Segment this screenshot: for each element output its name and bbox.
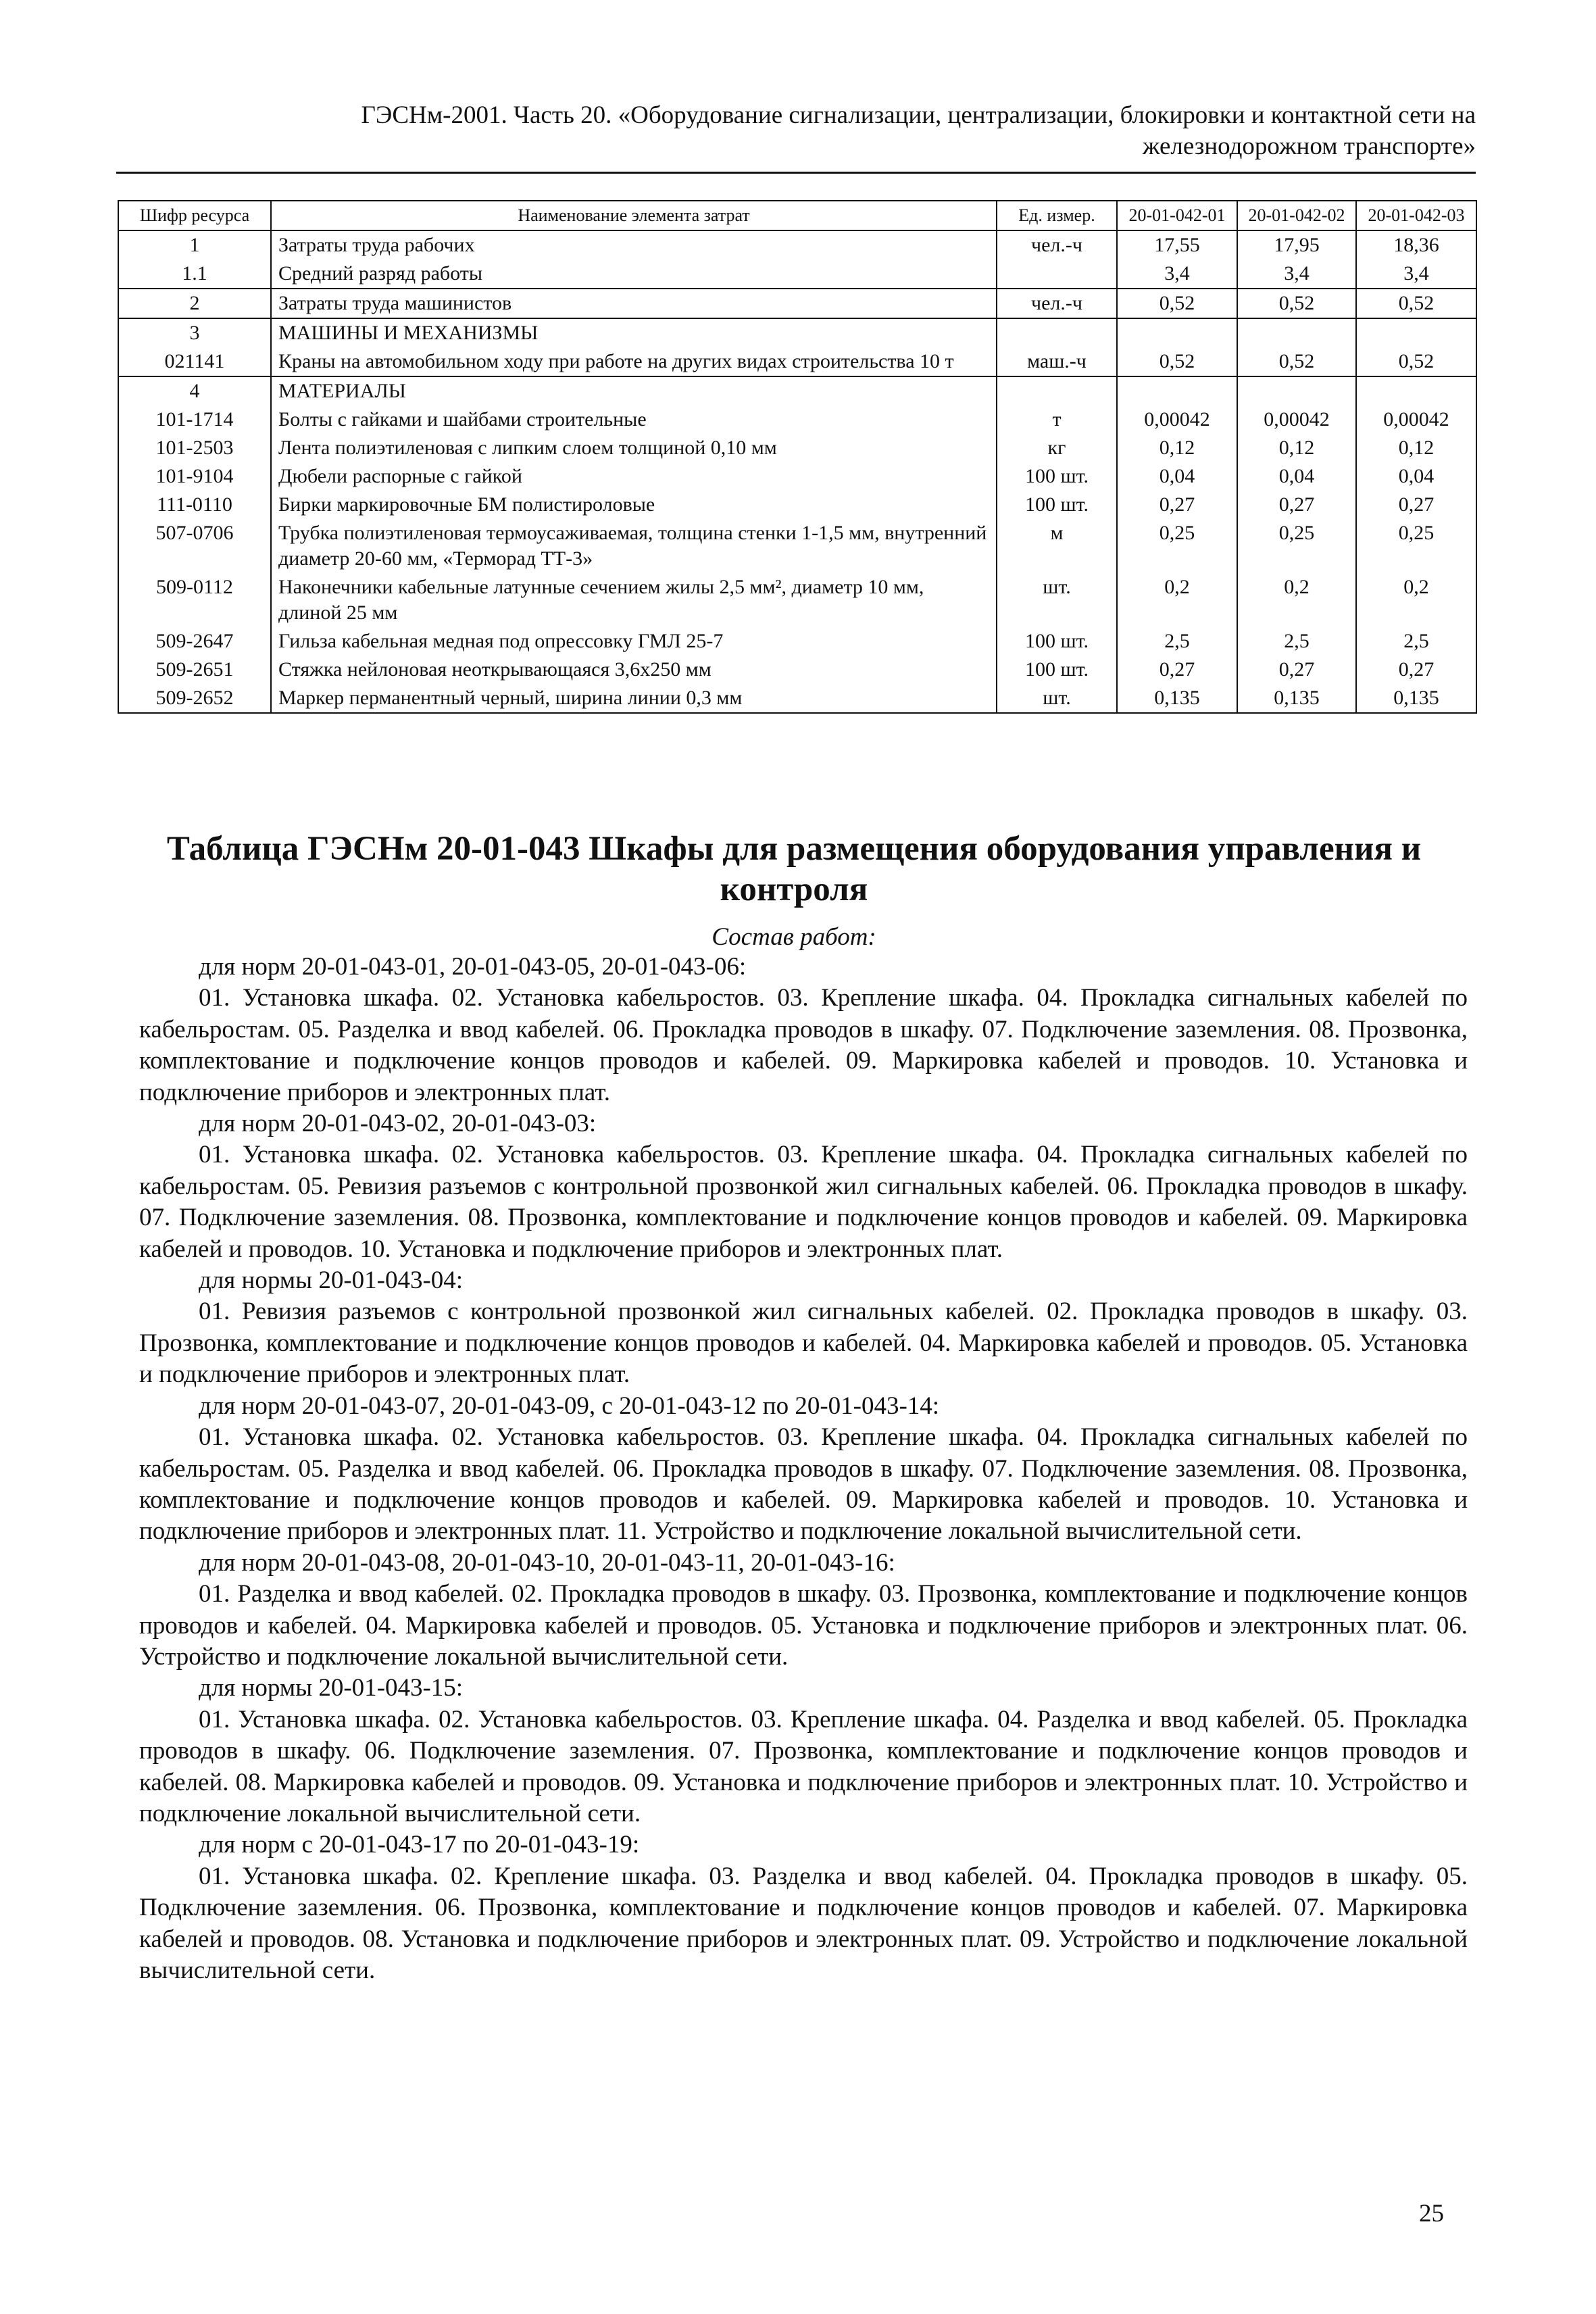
cell-norm-1 — [1117, 318, 1237, 347]
cell-unit: 100 шт. — [997, 491, 1117, 519]
cell-unit — [997, 376, 1117, 405]
table-body — [118, 230, 1476, 713]
work-composition — [139, 952, 1468, 1986]
cell-norm-3: 0,52 — [1356, 289, 1476, 318]
running-header: ГЭСНм-2001. Часть 20. «Оборудование сигнализации, централизации, блокировки и контактной сети на железнодорожном транспорте» — [361, 101, 1476, 160]
cell-unit: чел.-ч — [997, 230, 1117, 260]
cell-code: 507-0706 — [118, 519, 271, 573]
table-row — [118, 519, 1476, 573]
cell-norm-3: 0,12 — [1356, 434, 1476, 462]
table-row — [118, 573, 1476, 627]
table-row — [118, 491, 1476, 519]
cell-norm-2: 0,00042 — [1237, 405, 1356, 434]
norm-scope: для норм 20-01-043-08, 20-01-043-10, 20-01-043-11, 20-01-043-16: — [199, 1548, 895, 1577]
cell-unit: чел.-ч — [997, 289, 1117, 318]
cell-unit: кг — [997, 434, 1117, 462]
cell-norm-3: 0,27 — [1356, 491, 1476, 519]
cell-code: 509-0112 — [118, 573, 271, 627]
cell-name: Наконечники кабельные латунные сечением жилы 2,5 мм², диаметр 10 мм, длиной 25 мм — [271, 573, 997, 627]
cell-name: Лента полиэтиленовая с липким слоем толщиной 0,10 мм — [271, 434, 997, 462]
table-row — [118, 347, 1476, 376]
table-row — [118, 376, 1476, 405]
cell-name: Бирки маркировочные БМ полистироловые — [271, 491, 997, 519]
cell-name: Маркер перманентный черный, ширина линии 0,3 мм — [271, 684, 997, 713]
table-row — [118, 405, 1476, 434]
cell-norm-3: 0,25 — [1356, 519, 1476, 573]
cell-norm-2: 0,04 — [1237, 462, 1356, 491]
cell-name: Затраты труда рабочих — [271, 230, 997, 260]
header-rule — [116, 172, 1476, 174]
cell-unit: 100 шт. — [997, 656, 1117, 684]
cell-code: 021141 — [118, 347, 271, 376]
cell-name: Средний разряд работы — [271, 260, 997, 289]
cell-norm-2 — [1237, 318, 1356, 347]
cell-norm-3 — [1356, 376, 1476, 405]
cell-unit: шт. — [997, 573, 1117, 627]
col-header-norm-3: 20-01-042-03 — [1356, 201, 1476, 230]
operations-list: 01. Установка шкафа. 02. Крепление шкафа. 03. Разделка и ввод кабелей. 04. Прокладка проводов в шкафу. 05. Подключение заземления. 06. Прозвонка, комплектование и подключение концов проводов и кабелей. 07. Маркировка кабелей и проводов. 08. Установка и подключение приборов и электронных плат. 09. Устройство и подключение локальной вычислительной сети. — [139, 1862, 1468, 1984]
cell-name: Болты с гайками и шайбами строительные — [271, 405, 997, 434]
cell-unit: м — [997, 519, 1117, 573]
cell-norm-1: 0,135 — [1117, 684, 1237, 713]
cell-norm-1 — [1117, 376, 1237, 405]
composition-heading: Состав работ: — [712, 923, 876, 951]
table-row — [118, 260, 1476, 289]
norm-scope: для нормы 20-01-043-04: — [199, 1266, 464, 1295]
table-row — [118, 627, 1476, 656]
page-number: 25 — [1419, 2200, 1444, 2227]
cell-unit: 100 шт. — [997, 627, 1117, 656]
table-header-row — [118, 201, 1476, 230]
cell-norm-3: 18,36 — [1356, 230, 1476, 260]
cell-name: Краны на автомобильном ходу при работе на других видах строительства 10 т — [271, 347, 997, 376]
resource-table — [118, 200, 1477, 714]
cell-name: МАТЕРИАЛЫ — [271, 376, 997, 405]
cell-norm-3: 3,4 — [1356, 260, 1476, 289]
cell-code: 509-2651 — [118, 656, 271, 684]
table-row — [118, 684, 1476, 713]
col-header-code: Шифр ресурса — [118, 201, 271, 230]
cell-norm-3 — [1356, 318, 1476, 347]
cell-name: Стяжка нейлоновая неоткрывающаяся 3,6х250 мм — [271, 656, 997, 684]
operations-list: 01. Установка шкафа. 02. Установка кабельростов. 03. Крепление шкафа. 04. Прокладка сигнальных кабелей по кабельростам. 05. Разделка и ввод кабелей. 06. Прокладка проводов в шкафу. 07. Подключение заземления. 08. Прозвонка, комплектование и подключение концов проводов и кабелей. 09. Маркировка кабелей и проводов. 10. Установка и подключение приборов и электронных плат. 11. Устройство и подключение локальной вычислительной сети. — [139, 1423, 1468, 1546]
cell-code: 2 — [118, 289, 271, 318]
cell-norm-2: 0,25 — [1237, 519, 1356, 573]
cell-norm-3: 0,04 — [1356, 462, 1476, 491]
table-row — [118, 462, 1476, 491]
norm-scope: для норм 20-01-043-01, 20-01-043-05, 20-01-043-06: — [199, 953, 747, 981]
cell-norm-1: 0,52 — [1117, 347, 1237, 376]
cell-norm-3: 2,5 — [1356, 627, 1476, 656]
cell-norm-3: 0,00042 — [1356, 405, 1476, 434]
cell-norm-1: 0,27 — [1117, 491, 1237, 519]
operations-list: 01. Ревизия разъемов с контрольной прозвонкой жил сигнальных кабелей. 02. Прокладка проводов в шкафу. 03. Прозвонка, комплектование и подключение концов проводов и кабелей. 04. Маркировка кабелей и проводов. 05. Установка и подключение приборов и электронных плат. — [139, 1298, 1468, 1389]
cell-name: Затраты труда машинистов — [271, 289, 997, 318]
cell-code: 101-2503 — [118, 434, 271, 462]
cell-unit: шт. — [997, 684, 1117, 713]
col-header-name: Наименование элемента затрат — [271, 201, 997, 230]
cell-norm-1: 3,4 — [1117, 260, 1237, 289]
cell-name: Гильза кабельная медная под опрессовку ГМЛ 25-7 — [271, 627, 997, 656]
cell-norm-2 — [1237, 376, 1356, 405]
norm-scope: для норм 20-01-043-07, 20-01-043-09, с 20-01-043-12 по 20-01-043-14: — [199, 1392, 940, 1420]
operations-list: 01. Установка шкафа. 02. Установка кабельростов. 03. Крепление шкафа. 04. Разделка и ввод кабелей. 05. Прокладка проводов в шкафу. 06. Подключение заземления. 07. Прозвонка, комплектование и подключение концов проводов и кабелей. 08. Маркировка кабелей и проводов. 09. Установка и подключение приборов и электронных плат. 10. Устройство и подключение локальной вычислительной сети. — [139, 1705, 1468, 1827]
col-header-unit: Ед. измер. — [997, 201, 1117, 230]
cell-unit — [997, 260, 1117, 289]
cell-norm-3: 0,135 — [1356, 684, 1476, 713]
cell-norm-2: 0,135 — [1237, 684, 1356, 713]
cell-name: МАШИНЫ И МЕХАНИЗМЫ — [271, 318, 997, 347]
cell-unit — [997, 318, 1117, 347]
cell-norm-3: 0,27 — [1356, 656, 1476, 684]
cell-norm-1: 0,25 — [1117, 519, 1237, 573]
table-row — [118, 656, 1476, 684]
cell-norm-2: 0,52 — [1237, 347, 1356, 376]
norm-scope: для нормы 20-01-043-15: — [199, 1674, 464, 1702]
cell-norm-1: 17,55 — [1117, 230, 1237, 260]
cell-code: 3 — [118, 318, 271, 347]
cell-norm-1: 0,52 — [1117, 289, 1237, 318]
cell-norm-1: 0,27 — [1117, 656, 1237, 684]
cell-code: 1 — [118, 230, 271, 260]
norm-scope: для норм 20-01-043-02, 20-01-043-03: — [199, 1110, 597, 1138]
table-row — [118, 434, 1476, 462]
operations-list: 01. Установка шкафа. 02. Установка кабельростов. 03. Крепление шкафа. 04. Прокладка сигнальных кабелей по кабельростам. 05. Ревизия разъемов с контрольной прозвонкой жил сигнальных кабелей. 06. Прокладка проводов в шкафу. 07. Подключение заземления. 08. Прозвонка, комплектование и подключение концов проводов и кабелей. 09. Маркировка кабелей и проводов. 10. Установка и подключение приборов и электронных плат. — [139, 1141, 1468, 1263]
col-header-norm-1: 20-01-042-01 — [1117, 201, 1237, 230]
cell-code: 101-1714 — [118, 405, 271, 434]
cell-code: 4 — [118, 376, 271, 405]
cell-code: 509-2647 — [118, 627, 271, 656]
col-header-norm-2: 20-01-042-02 — [1237, 201, 1356, 230]
cell-unit: т — [997, 405, 1117, 434]
cell-norm-1: 0,2 — [1117, 573, 1237, 627]
cell-norm-1: 0,12 — [1117, 434, 1237, 462]
table-row — [118, 318, 1476, 347]
cell-name: Трубка полиэтиленовая термоусаживаемая, толщина стенки 1-1,5 мм, внутренний диаметр 20-60 мм, «Терморад ТТ-3» — [271, 519, 997, 573]
section-title: Таблица ГЭСНм 20-01-043 Шкафы для размещения оборудования управления и контроля — [166, 830, 1422, 908]
cell-norm-3: 0,2 — [1356, 573, 1476, 627]
cell-norm-1: 0,00042 — [1117, 405, 1237, 434]
cell-name: Дюбели распорные с гайкой — [271, 462, 997, 491]
cell-norm-1: 2,5 — [1117, 627, 1237, 656]
table-row — [118, 289, 1476, 318]
norm-scope: для норм с 20-01-043-17 по 20-01-043-19: — [199, 1831, 640, 1859]
cell-norm-2: 0,27 — [1237, 656, 1356, 684]
cell-code: 111-0110 — [118, 491, 271, 519]
operations-list: 01. Разделка и ввод кабелей. 02. Прокладка проводов в шкафу. 03. Прозвонка, комплектование и подключение концов проводов и кабелей. 04. Маркировка кабелей и проводов. 05. Установка и подключение приборов и электронных плат. 06. Устройство и подключение локальной вычислительной сети. — [139, 1580, 1468, 1671]
cell-norm-1: 0,04 — [1117, 462, 1237, 491]
table-row — [118, 230, 1476, 260]
cell-norm-2: 3,4 — [1237, 260, 1356, 289]
cell-norm-2: 0,52 — [1237, 289, 1356, 318]
cell-code: 1.1 — [118, 260, 271, 289]
cell-code: 509-2652 — [118, 684, 271, 713]
cell-code: 101-9104 — [118, 462, 271, 491]
operations-list: 01. Установка шкафа. 02. Установка кабельростов. 03. Крепление шкафа. 04. Прокладка сигнальных кабелей по кабельростам. 05. Разделка и ввод кабелей. 06. Прокладка проводов в шкафу. 07. Подключение заземления. 08. Прозвонка, комплектование и подключение концов проводов и кабелей. 09. Маркировка кабелей и проводов. 10. Установка и подключение приборов и электронных плат. — [139, 984, 1468, 1106]
cell-norm-2: 17,95 — [1237, 230, 1356, 260]
cell-unit: 100 шт. — [997, 462, 1117, 491]
cell-unit: маш.-ч — [997, 347, 1117, 376]
cell-norm-3: 0,52 — [1356, 347, 1476, 376]
cell-norm-2: 2,5 — [1237, 627, 1356, 656]
cell-norm-2: 0,2 — [1237, 573, 1356, 627]
cell-norm-2: 0,12 — [1237, 434, 1356, 462]
cell-norm-2: 0,27 — [1237, 491, 1356, 519]
